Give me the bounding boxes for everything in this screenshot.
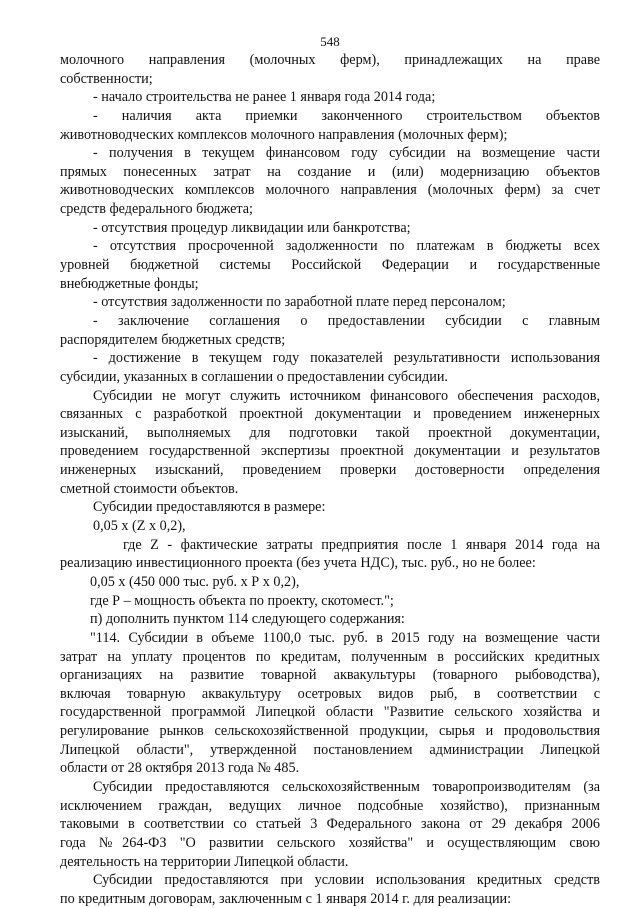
text-line: собственности;	[60, 70, 153, 87]
text-line: - получения в текущем финансовом году субсидии на возмещение части	[93, 145, 600, 162]
text-line: связанных с разработкой проектной документации и проведением инженерных	[60, 406, 600, 423]
text-line: уровней бюджетной системы Российской Федерации и государственные	[60, 257, 600, 274]
document-page	[60, 34, 600, 908]
text-line: - отсутствия процедур ликвидации или банкротства;	[93, 219, 411, 236]
text-line: животноводческих комплексов молочного направления (молочных ферм);	[60, 126, 508, 143]
text-line: молочного направления (молочных ферм), принадлежащих на праве	[60, 52, 600, 68]
text-line: где Р – мощность объекта по проекту, скотомест.";	[90, 592, 394, 609]
text-line: изысканий, выполняемых для подготовки такой проектной документации,	[60, 424, 600, 441]
text-line: - отсутствия просроченной задолженности по платежам в бюджеты всех	[93, 238, 600, 255]
text-line: распорядителем бюджетных средств;	[60, 331, 286, 348]
text-line: Липецкой области", утвержденной постановлением администрации Липецкой	[60, 741, 600, 758]
text-line: 0,05 х (450 000 тыс. руб. х Р х 0,2),	[90, 573, 300, 590]
text-line: года №264-ФЗ "О развитии сельского хозяйства" и осуществляющим свою	[60, 834, 600, 851]
text-line: - отсутствия задолженности по заработной плате перед персоналом;	[93, 294, 506, 311]
text-line: инженерных изысканий, проведением проверки достоверности определения	[60, 462, 600, 479]
text-line: деятельность на территории Липецкой области.	[60, 853, 349, 870]
text-line: регулирование рынков сельскохозяйственной продукции, сырья и продовольствия	[60, 723, 600, 740]
text-line: Субсидии предоставляются при условии использования кредитных средств	[93, 872, 600, 889]
text-line: таковыми в соответствии со статьей 3 Федерального закона от 29 декабря 2006	[60, 816, 600, 833]
text-line: Субсидии предоставляются сельскохозяйственным товаропроизводителям (за	[93, 778, 600, 795]
text-line: внебюджетные фонды;	[60, 275, 199, 292]
text-line: включая товарную аквакультуру осетровых видов рыб, в соответствии с	[60, 685, 600, 702]
text-line: области от 28 октября 2013 года № 485.	[60, 760, 300, 777]
text-line: - наличия акта приемки законченного строительством объектов	[93, 107, 600, 124]
text-line: затрат на уплату процентов по кредитам, полученным в российских кредитных	[60, 648, 600, 665]
text-line: - начало строительства не ранее 1 января года 2014 года;	[93, 89, 436, 106]
text-line: п) дополнить пунктом 114 следующего содержания:	[90, 611, 405, 628]
text-line: средств федерального бюджета;	[60, 201, 253, 218]
text-line: государственной программой Липецкой области "Развитие сельского хозяйства и	[60, 704, 600, 721]
text-line: - достижение в текущем году показателей результативности использования	[93, 350, 600, 367]
text-line: 0,05 х (Z х 0,2),	[93, 518, 186, 535]
text-line: проведением государственной экспертизы проектной документации и результатов	[60, 443, 600, 460]
text-line: Субсидии предоставляются в размере:	[93, 499, 326, 516]
text-line: где Z - фактические затраты предприятия после 1 января 2014 года на	[123, 536, 600, 553]
text-line: по кредитным договорам, заключенным с 1 января 2014 г. для реализации:	[60, 890, 512, 907]
text-line: "114. Субсидии в объеме 1100,0 тыс. руб. в 2015 году на возмещение части	[90, 629, 600, 646]
text-line: сметной стоимости объектов.	[60, 480, 239, 497]
text-line: Субсидии не могут служить источником финансового обеспечения расходов,	[93, 387, 600, 404]
document-body	[60, 51, 600, 908]
page-number: 548	[320, 34, 340, 49]
text-line: субсидии, указанных в соглашении о предоставлении субсидии.	[60, 368, 448, 385]
text-line: животноводческих комплексов молочного направления (молочных ферм) за счет	[60, 182, 600, 199]
text-line: прямых понесенных затрат на создание и (или) модернизацию объектов	[60, 163, 600, 180]
text-line: реализацию инвестиционного проекта (без учета НДС), тыс. руб., но не более:	[60, 555, 536, 572]
text-line: - заключение соглашения о предоставлении субсидии с главным	[93, 312, 600, 329]
text-line: исключением граждан, ведущих личное подсобные хозяйство), признанным	[60, 797, 600, 814]
text-line: организациях на развитие товарной аквакультуры (товарного рыбоводства),	[60, 667, 600, 684]
